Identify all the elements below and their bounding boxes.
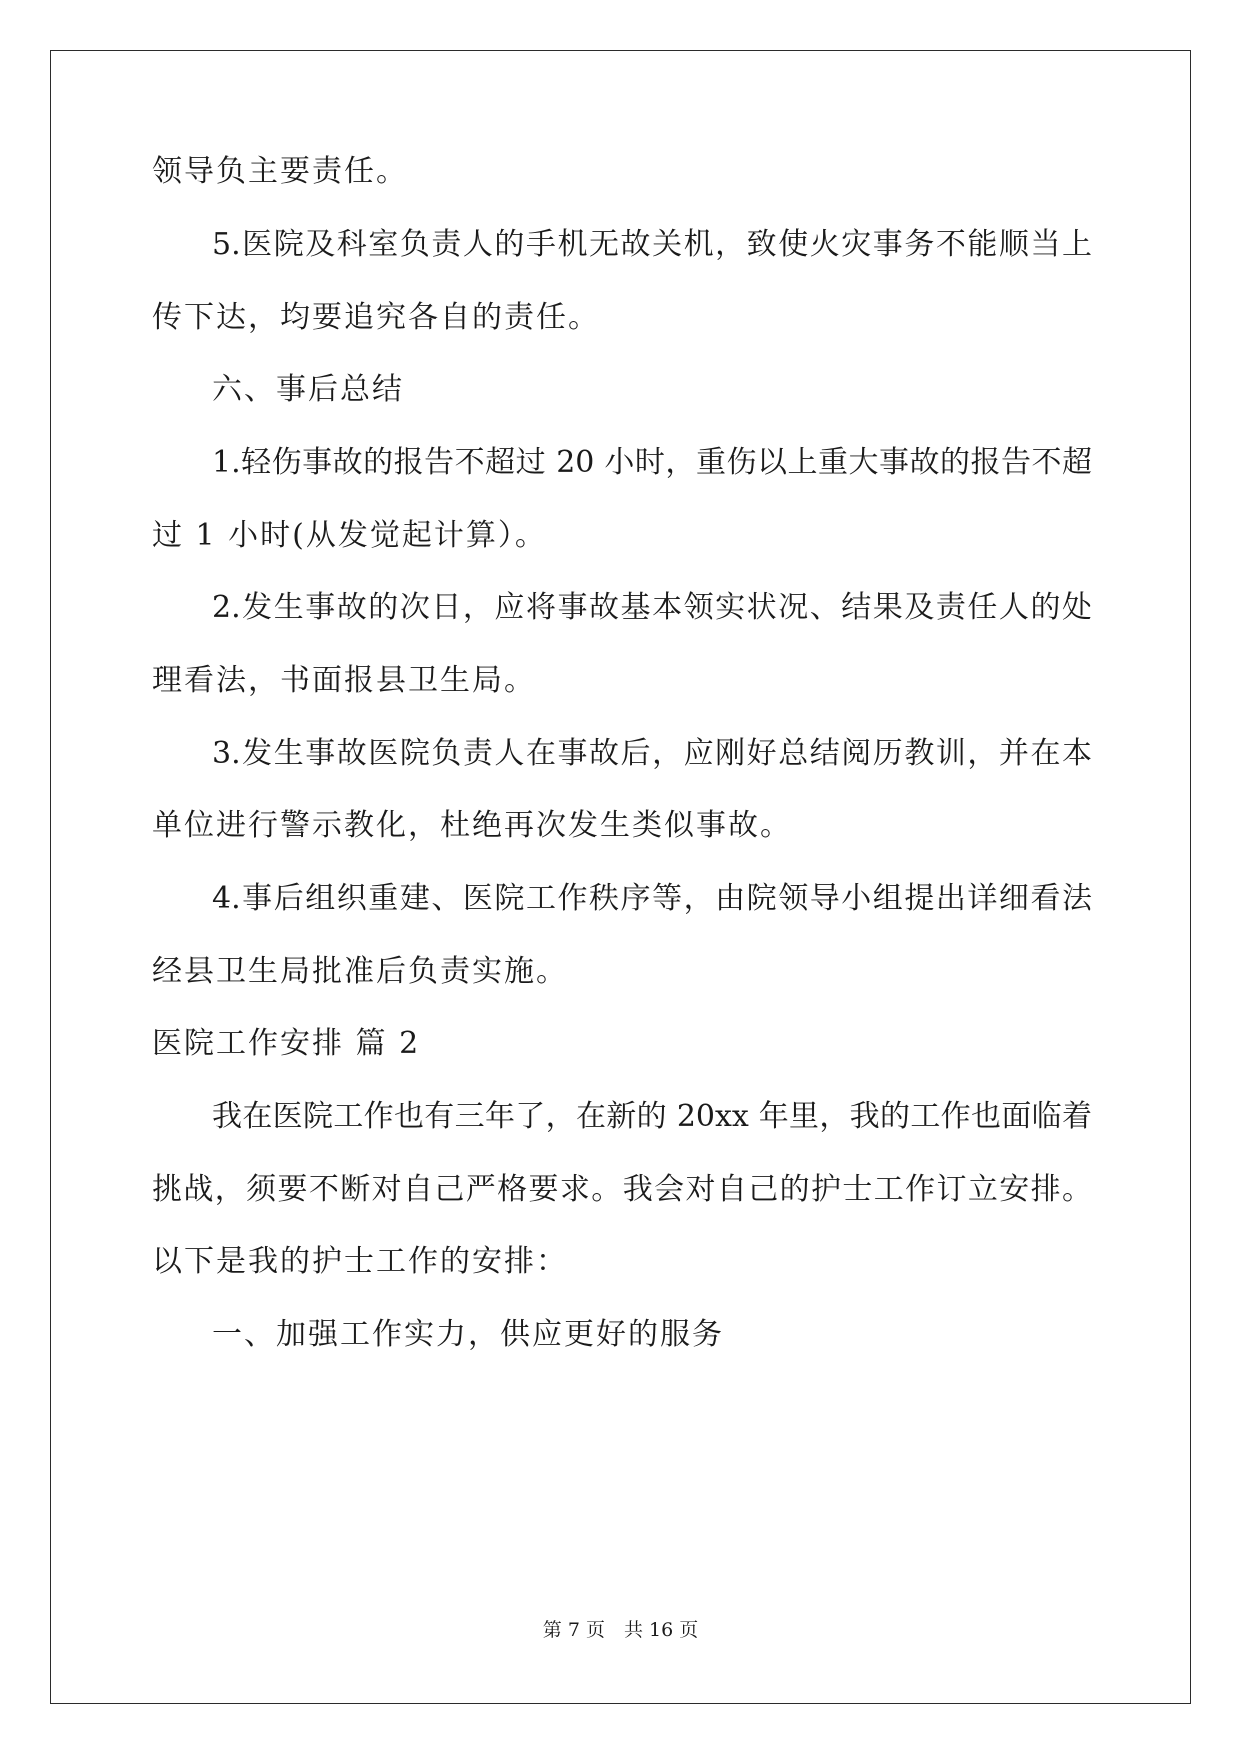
- text-line: 挑战，须要不断对自己严格要求。我会对自己的护士工作订立安排。: [152, 1172, 1092, 1207]
- article-heading: 医院工作安排 篇 2: [152, 1026, 421, 1061]
- text-line: 领导负主要责任。: [152, 154, 408, 189]
- text-line: 过 1 小时(从发觉起计算）。: [152, 518, 547, 553]
- text-line: 单位进行警示教化，杜绝再次发生类似事故。: [152, 808, 792, 843]
- text-line: 2.发生事故的次日，应将事故基本领实状况、结果及责任人的处: [212, 590, 1092, 625]
- text-line: 经县卫生局批准后负责实施。: [152, 954, 568, 989]
- text-line: 以下是我的护士工作的安排：: [152, 1244, 568, 1279]
- text-line: 1.轻伤事故的报告不超过 20 小时，重伤以上重大事故的报告不超: [212, 445, 1092, 480]
- text-line: 我在医院工作也有三年了，在新的 20xx 年里，我的工作也面临着: [212, 1099, 1092, 1134]
- section-heading: 六、事后总结: [212, 372, 404, 407]
- text-line: 4.事后组织重建、医院工作秩序等，由院领导小组提出详细看法: [212, 881, 1092, 916]
- text-line: 理看法，书面报县卫生局。: [152, 663, 536, 698]
- page-number: 第 7 页 共 16 页: [542, 1619, 699, 1641]
- text-line: 3.发生事故医院负责人在事故后，应刚好总结阅历教训，并在本: [212, 736, 1092, 771]
- section-heading: 一、加强工作实力，供应更好的服务: [212, 1317, 724, 1352]
- text-line: 传下达，均要追究各自的责任。: [152, 300, 600, 335]
- text-line: 5.医院及科室负责人的手机无故关机，致使火灾事务不能顺当上: [212, 227, 1092, 262]
